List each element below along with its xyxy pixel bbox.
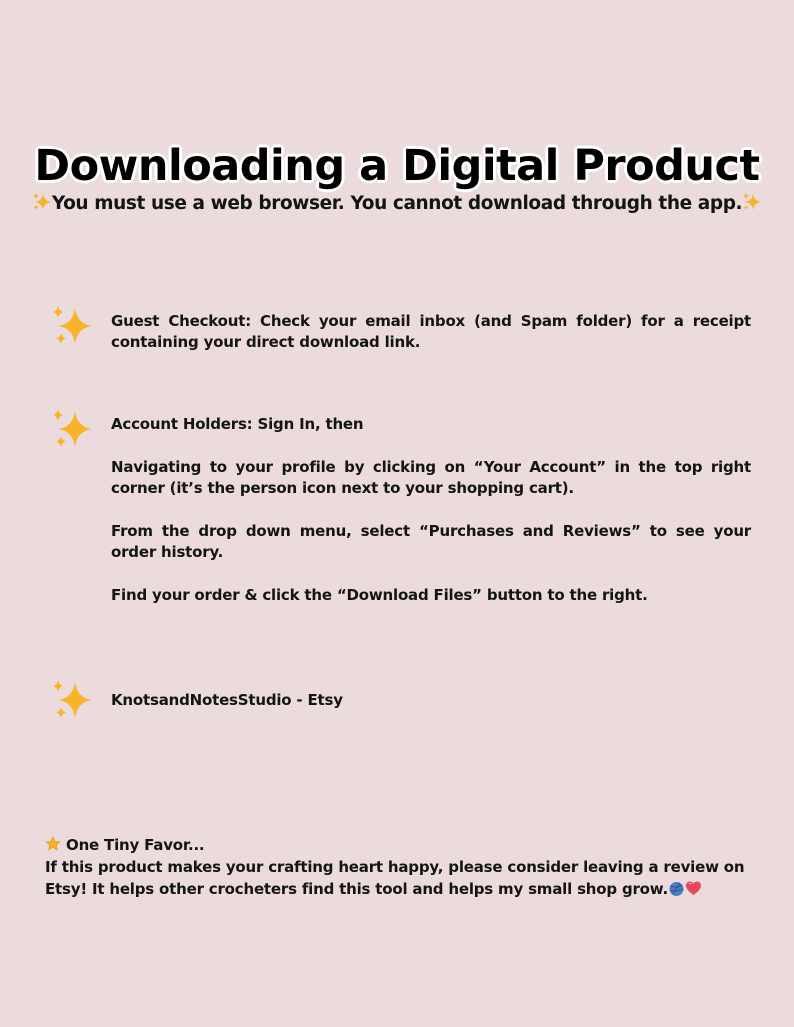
sparkles-icon (32, 192, 52, 212)
favor-section (45, 834, 765, 900)
account-step-menu: From the drop down menu, select “Purchases and Reviews” to see your order history. (111, 522, 751, 561)
sparkles-icon (50, 679, 94, 723)
account-holders-section (111, 414, 751, 606)
guest-checkout-text: Guest Checkout: Check your email inbox (and Spam folder) for a receipt containing your direct download link. (111, 312, 751, 351)
favor-body: If this product makes your crafting heart happy, please consider leaving a review on Etsy! It helps other crocheters find this tool and helps my small shop grow. (45, 858, 745, 898)
star-icon (45, 836, 61, 852)
account-step-profile: Navigating to your profile by clicking on “Your Account” in the top right corner (it’s the person icon next to your shopping cart). (111, 458, 751, 497)
page-title: Downloading a Digital Product (34, 141, 760, 191)
page-subtitle (0, 192, 794, 216)
guest-checkout-section (111, 311, 751, 353)
yarn-ball-icon (668, 880, 685, 897)
sparkles-icon (50, 408, 94, 452)
shop-link[interactable]: KnotsandNotesStudio - Etsy (111, 691, 343, 709)
account-step-download: Find your order & click the “Download Files” button to the right. (111, 586, 648, 604)
account-step-intro: Account Holders: Sign In, then (111, 415, 364, 433)
shop-section (111, 690, 751, 711)
heart-icon (685, 880, 702, 897)
favor-heading: One Tiny Favor... (66, 836, 205, 854)
sparkles-icon (742, 192, 762, 212)
subtitle-text: You must use a web browser. You cannot download through the app. (51, 193, 743, 214)
sparkles-icon (50, 305, 94, 349)
